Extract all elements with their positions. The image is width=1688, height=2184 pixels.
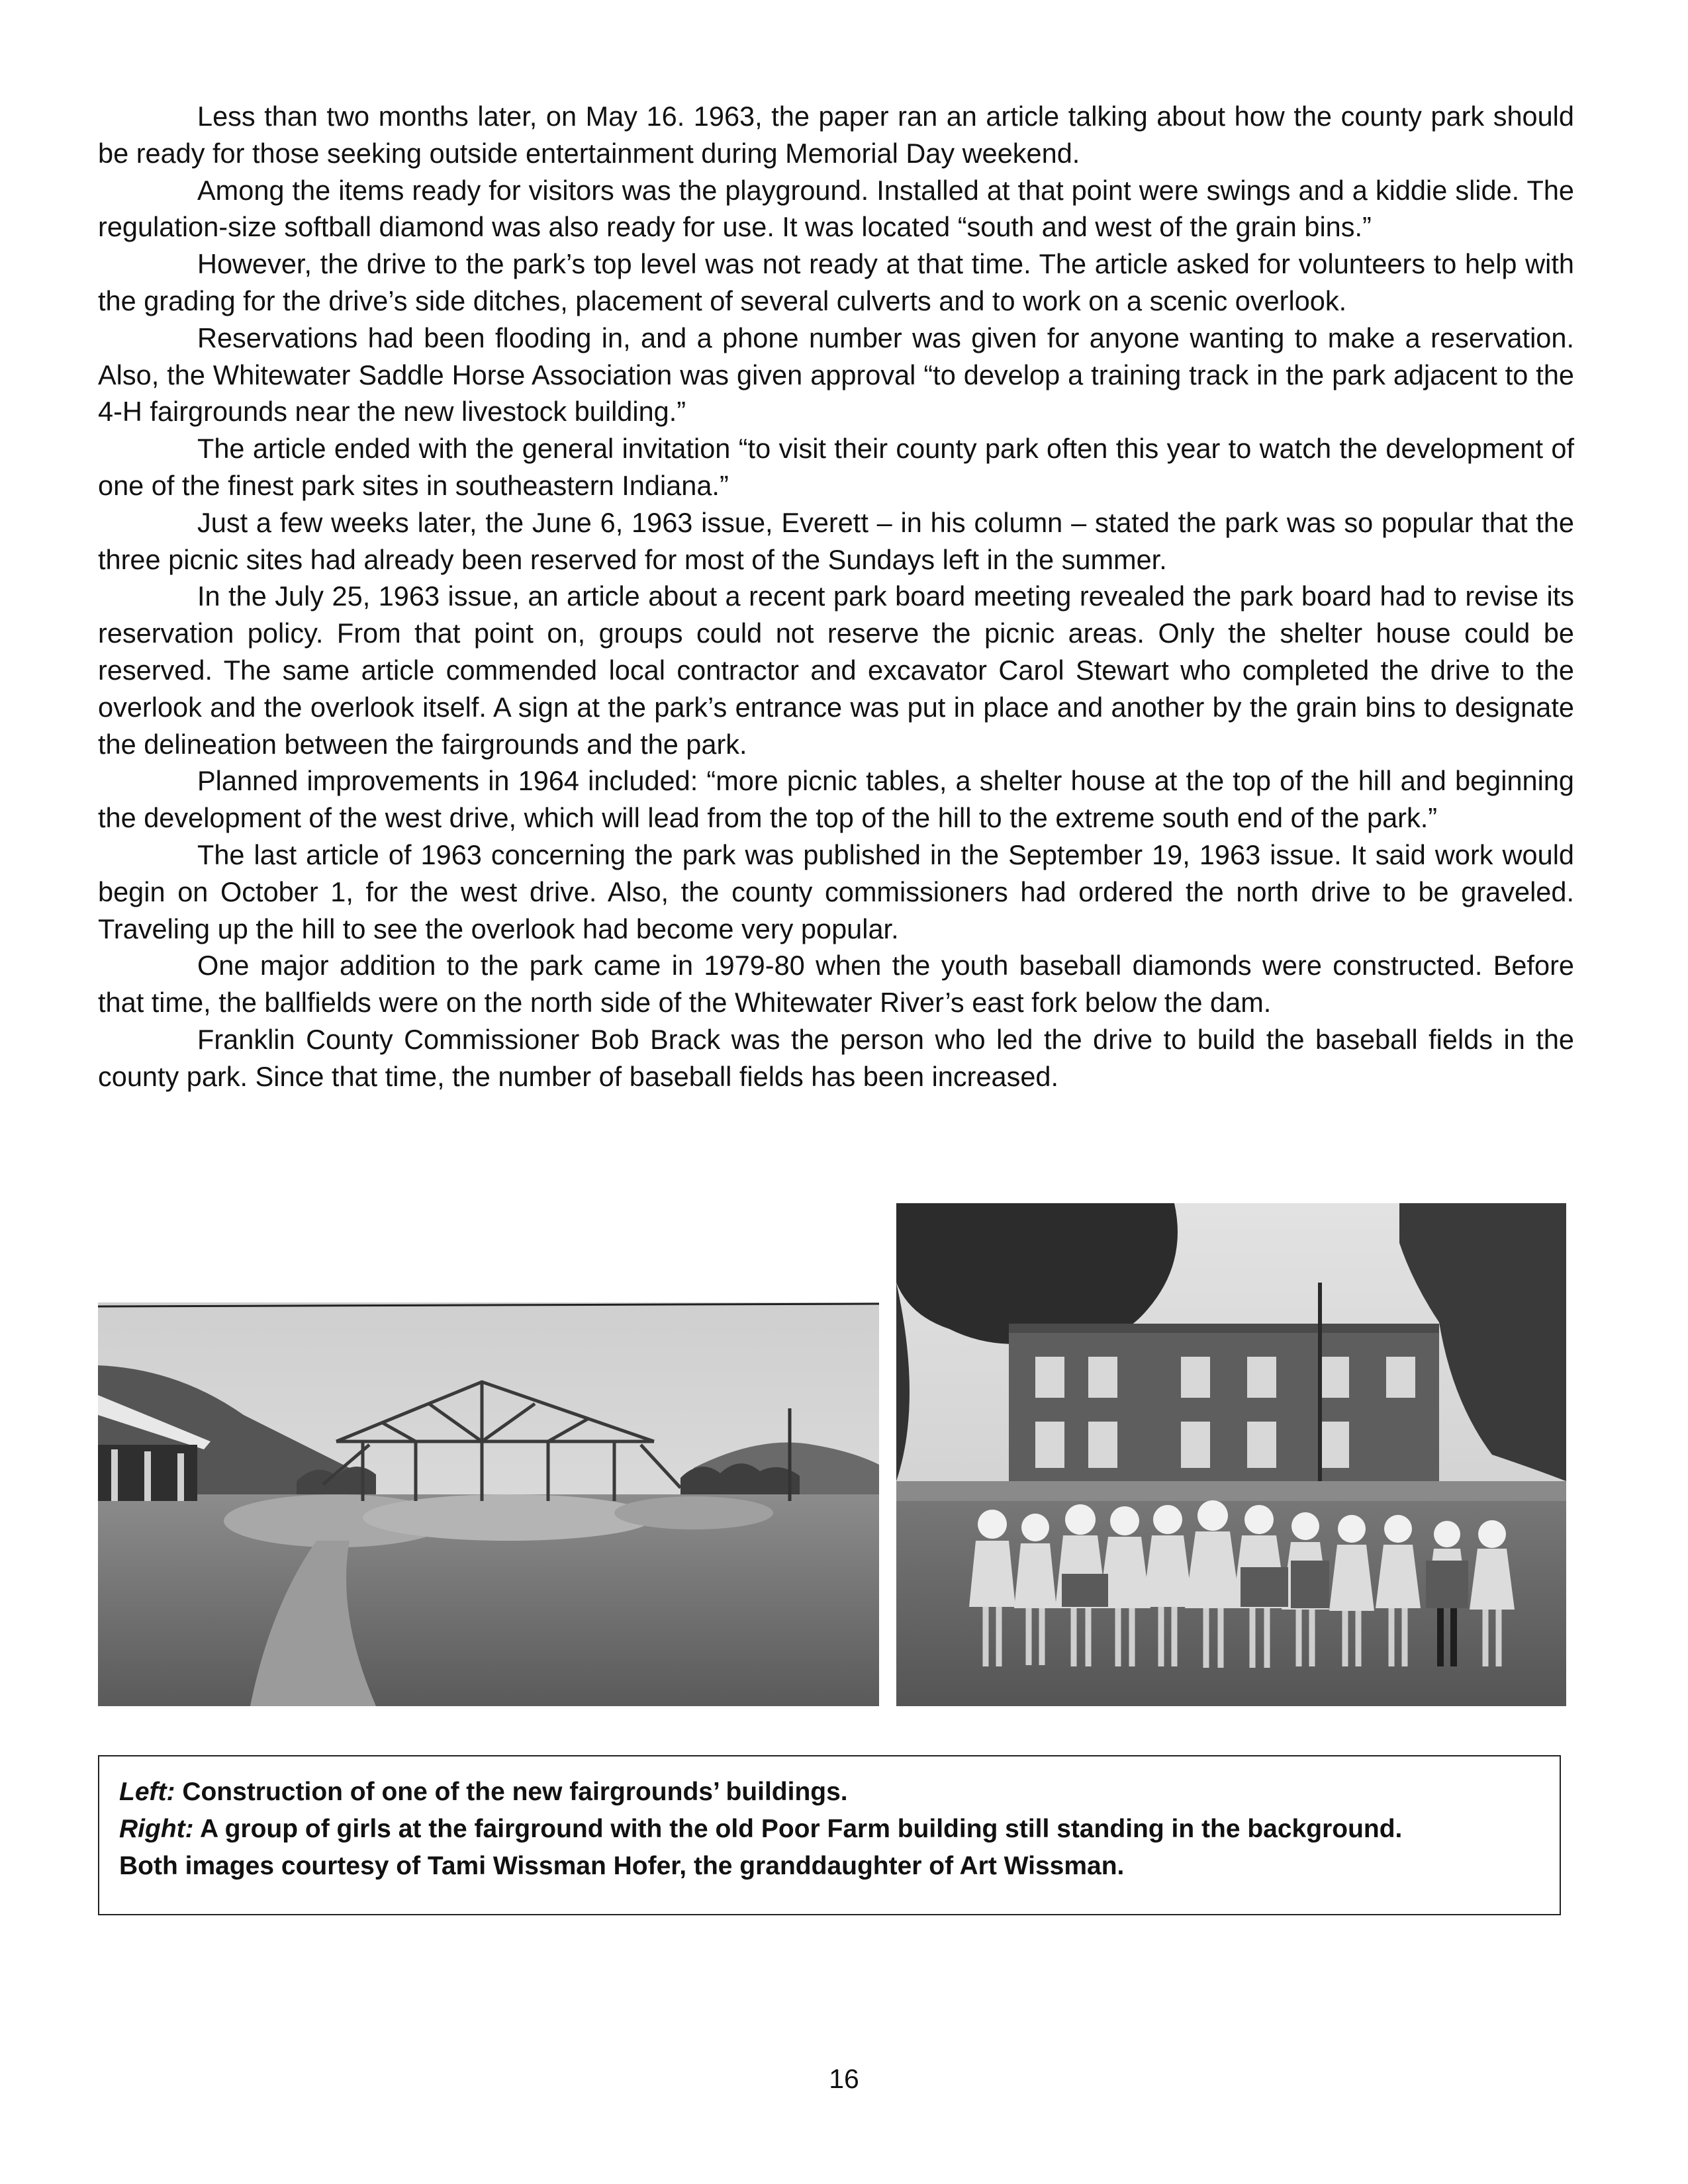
photo-fairgrounds-construction: [98, 1302, 879, 1706]
paragraph: Franklin County Commissioner Bob Brack was the person who led the drive to build the baseball fields in the county park. Since that time, the number of baseball fields has been increased.: [98, 1023, 1574, 1092]
paragraph: The article ended with the general invitation “to visit their county park often this year to watch the development of one of the finest park sites in southeastern Indiana.”: [98, 433, 1574, 501]
caption-left-text: Construction of one of the new fairgrounds’ buildings.: [175, 1778, 848, 1806]
caption-right-line: [119, 1811, 1540, 1848]
caption-left-line: [119, 1774, 1540, 1811]
paragraph: In the July 25, 1963 issue, an article about a recent park board meeting revealed the park board had to revise its reservation policy. From that point on, groups could not reserve the picnic areas. Only the shelter house could be reserved. The same article commended local contractor and excavator Carol Stewart who completed the drive to the overlook and the overlook itself. A sign at the park’s entrance was put in place and another by the grain bins to designate the delineation between the fairgrounds and the park.: [98, 580, 1574, 760]
girls-photo-illustration: [896, 1203, 1566, 1706]
construction-photo-illustration: [98, 1302, 879, 1706]
caption-right-text: A group of girls at the fairground with the old Poor Farm building still standing in the background.: [193, 1815, 1403, 1843]
caption-credit: Both images courtesy of Tami Wissman Hofer, the granddaughter of Art Wissman.: [119, 1852, 1125, 1880]
caption-right-lead: Right:: [119, 1815, 194, 1843]
paragraph: One major addition to the park came in 1979-80 when the youth baseball diamonds were constructed. Before that time, the ballfields were on the north side of the Whitewater River’s east fork below the dam.: [98, 950, 1574, 1019]
paragraph: Just a few weeks later, the June 6, 1963 issue, Everett – in his column – stated the park was so popular that the three picnic sites had already been reserved for most of the Sundays left in the summer.: [98, 506, 1574, 575]
paragraph: However, the drive to the park’s top level was not ready at that time. The article asked for volunteers to help with the grading for the drive’s side ditches, placement of several culverts and to work on a scenic overlook.: [98, 248, 1574, 316]
caption-left-lead: Left:: [119, 1778, 175, 1806]
page-number: 16: [829, 2064, 859, 2094]
paragraph: The last article of 1963 concerning the park was published in the September 19, 1963 issue. It said work would begin on October 1, for the west drive. Also, the county commissioners had ordered the north drive to be graveled. Traveling up the hill to see the overlook had become very popular.: [98, 839, 1574, 944]
photo-caption-box: [98, 1755, 1561, 1915]
article-body: [98, 98, 1574, 1095]
paragraph: Among the items ready for visitors was the playground. Installed at that point were swings and a kiddie slide. The regulation-size softball diamond was also ready for use. It was located “south and west of the grain bins.”: [98, 174, 1574, 243]
paragraph: Planned improvements in 1964 included: “more picnic tables, a shelter house at the top of the hill and beginning the development of the west drive, which will lead from the top of the hill to the extreme south end of the park.”: [98, 765, 1574, 834]
photo-girls-group: [896, 1203, 1566, 1706]
paragraph: Less than two months later, on May 16. 1963, the paper ran an article talking about how the county park should be ready for those seeking outside entertainment during Memorial Day weekend.: [98, 101, 1574, 169]
paragraph: Reservations had been flooding in, and a phone number was given for anyone wanting to make a reservation. Also, the Whitewater Saddle Horse Association was given approval “to develop a training track in the park adjacent to the 4-H fairgrounds near the new livestock building.”: [98, 322, 1574, 428]
